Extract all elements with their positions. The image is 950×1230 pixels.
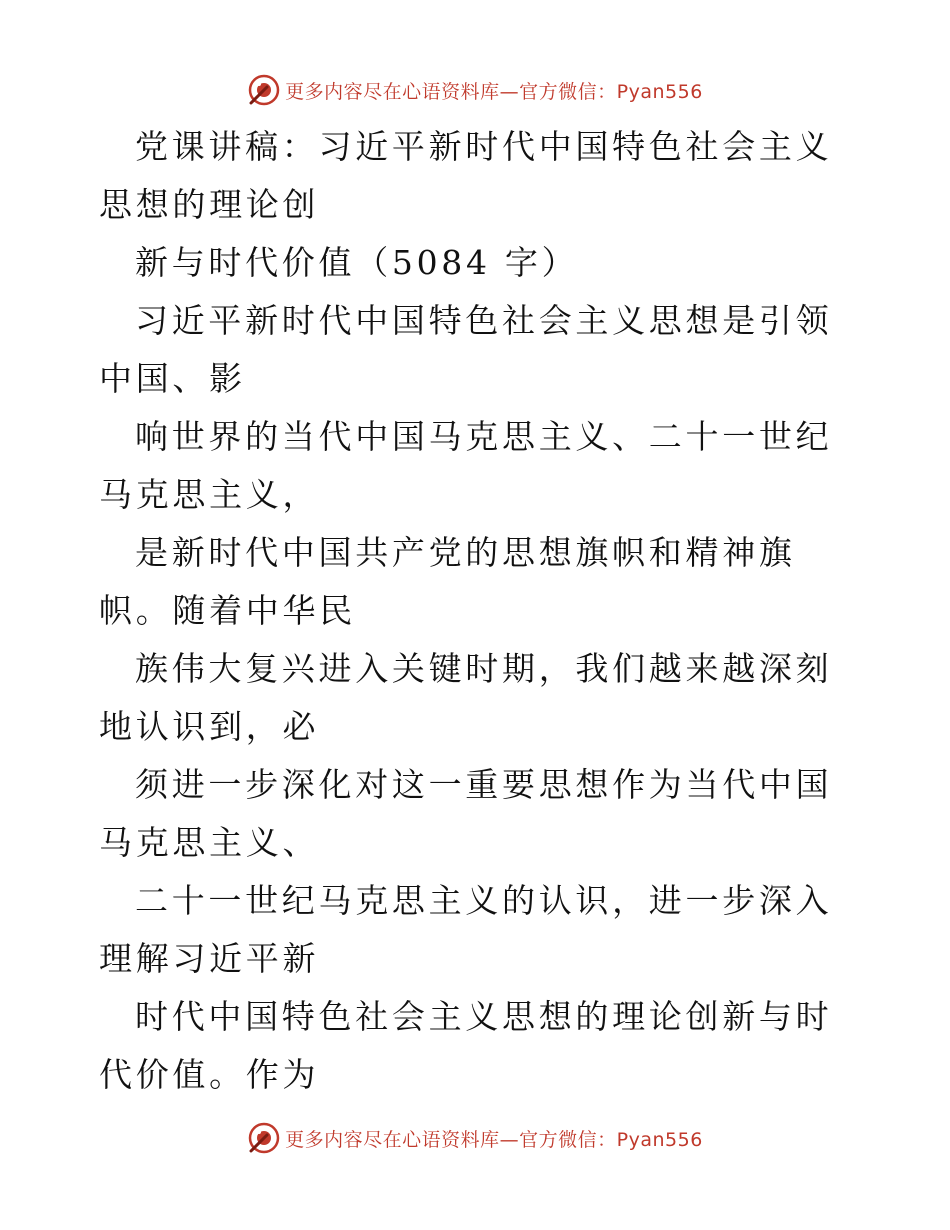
header-watermark-banner [0,70,950,110]
brand-logo-icon [247,1121,281,1155]
body-paragraph: 响世界的当代中国马克思主义、二十一世纪马克思主义， [99,417,833,514]
body-paragraph: 二十一世纪马克思主义的认识，进一步深入理解习近平新 [99,881,833,978]
body-paragraph: 是新时代中国共产党的思想旗帜和精神旗帜。随着中华民 [99,533,796,630]
body-paragraph: 时代中国特色社会主义思想的理论创新与时代价值。作为 [99,997,833,1094]
body-paragraph: 习近平新时代中国特色社会主义思想是引领中国、影 [99,301,833,398]
header-banner-text: 更多内容尽在心语资料库—官方微信：Pyan556 [285,80,703,103]
footer-banner-text: 更多内容尽在心语资料库—官方微信：Pyan556 [285,1128,703,1151]
body-paragraph: 须进一步深化对这一重要思想作为当代中国马克思主义、 [99,765,833,862]
brand-logo-icon [247,73,281,107]
document-body [99,118,859,1104]
document-title-continued: 新与时代价值（5084 字） [135,243,579,282]
body-paragraph: 族伟大复兴进入关键时期，我们越来越深刻地认识到，必 [99,649,833,746]
footer-watermark-banner [0,1118,950,1158]
document-title: 党课讲稿：习近平新时代中国特色社会主义思想的理论创 [99,127,833,224]
